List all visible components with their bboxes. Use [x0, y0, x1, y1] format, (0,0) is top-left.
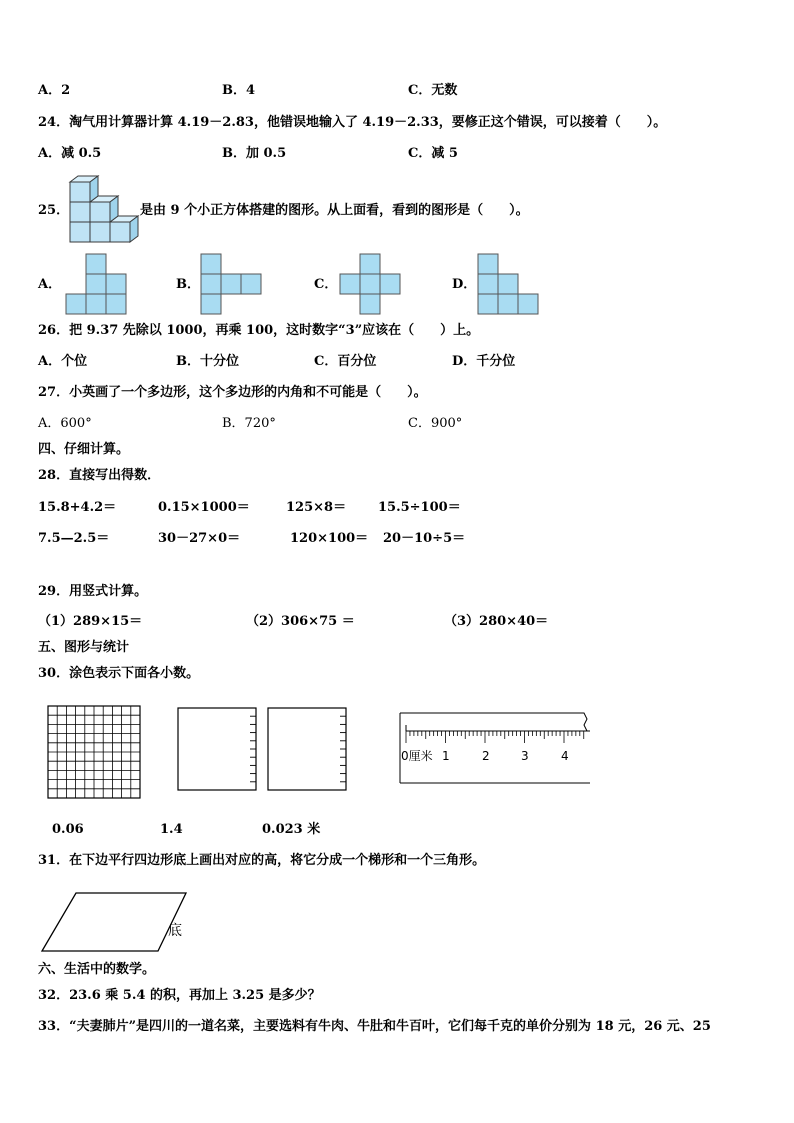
q25-option-a-label: A．: [38, 277, 62, 292]
section-6-heading: 六、生活中的数学。: [38, 962, 156, 977]
q25-option-b-label: B．: [176, 277, 200, 292]
q29-part-1: （1）289×15＝: [38, 614, 143, 629]
q23-option-a: A．2: [38, 83, 71, 98]
q28-expr: 120×100＝: [290, 531, 369, 546]
section-5-heading: 五、图形与统计: [38, 640, 130, 655]
q24-option-c: C．减 5: [408, 146, 458, 161]
q25-stem: 是由 9 个小正方体搭建的图形。从上面看，看到的图形是（ ）。: [140, 203, 529, 218]
q29-part-3: （3）280×40＝: [444, 614, 549, 629]
q33-stem: 33．“夫妻肺片”是四川的一道名菜，主要选料有牛肉、牛肚和牛百叶，它们每千克的单价分别为 18 元，26 元、25: [38, 1019, 711, 1034]
ruler-unit-label: 0厘米: [401, 749, 433, 763]
q26-option-d: D．千分位: [452, 354, 516, 369]
q31-stem: 31．在下边平行四边形底上画出对应的高，将它分成一个梯形和一个三角形。: [38, 853, 486, 868]
ruler-tick-label: 3: [521, 749, 529, 763]
section-4-heading: 四、仔细计算。: [38, 442, 130, 457]
q26-option-b: B．十分位: [176, 354, 239, 369]
q29-part-2: （2）306×75 ＝: [246, 614, 355, 629]
q30-value-3: 0.023 米: [262, 822, 321, 837]
q28-expr: 30－27×0＝: [158, 531, 241, 546]
q23-option-b: B．4: [222, 83, 256, 98]
q26-option-a: A．个位: [38, 354, 88, 369]
q25-option-a-figure: [66, 254, 128, 314]
hundred-square-grid: [47, 705, 141, 800]
q24-stem: 24．淘气用计算器计算 4.19－2.83，他错误地输入了 4.19－2.33，要修正这个错误，可以接着（ ）。: [38, 115, 667, 130]
q24-option-b: B．加 0.5: [222, 146, 287, 161]
q28-expr: 7.5—2.5＝: [38, 531, 110, 546]
q25-option-b-figure: [201, 254, 263, 314]
q27-option-a: A．600°: [38, 416, 92, 431]
ruler-tick-label: 1: [442, 749, 450, 763]
q28-expr: 0.15×1000＝: [158, 500, 250, 515]
q25-option-d-figure: [478, 254, 540, 314]
q30-value-2: 1.4: [160, 822, 183, 837]
q28-expr: 15.8+4.2＝: [38, 500, 117, 515]
q25-number: 25．: [38, 203, 70, 218]
q27-stem: 27．小英画了一个多边形，这个多边形的内角和不可能是（ ）。: [38, 385, 427, 400]
q32-stem: 32．23.6 乘 5.4 的积，再加上 3.25 是多少？: [38, 988, 321, 1003]
tenths-squares: [177, 707, 347, 791]
q26-stem: 26．把 9.37 先除以 1000，再乘 100，这时数字“3”应该在（ ）上。: [38, 323, 480, 338]
ruler-tick-label: 2: [482, 749, 490, 763]
ruler-tick-label: 4: [561, 749, 569, 763]
q25-option-c-label: C．: [314, 277, 338, 292]
parallelogram-figure: [40, 890, 190, 954]
q23-option-c: C．无数: [408, 83, 458, 98]
q29-stem: 29．用竖式计算。: [38, 584, 148, 599]
q30-stem: 30．涂色表示下面各小数。: [38, 666, 200, 681]
q28-expr: 15.5÷100＝: [378, 500, 461, 515]
q30-value-1: 0.06: [52, 822, 84, 837]
q25-cube-figure: [66, 176, 142, 246]
q28-stem: 28．直接写出得数．: [38, 468, 161, 483]
q26-option-c: C．百分位: [314, 354, 377, 369]
q24-option-a: A．减 0.5: [38, 146, 102, 161]
q28-expr: 20－10÷5＝: [383, 531, 466, 546]
q25-option-c-figure: [340, 254, 402, 314]
q27-option-c: C．900°: [408, 416, 463, 431]
q27-option-b: B．720°: [222, 416, 276, 431]
q25-option-d-label: D．: [452, 277, 477, 292]
q28-expr: 125×8＝: [286, 500, 347, 515]
base-label: 底: [168, 923, 182, 939]
